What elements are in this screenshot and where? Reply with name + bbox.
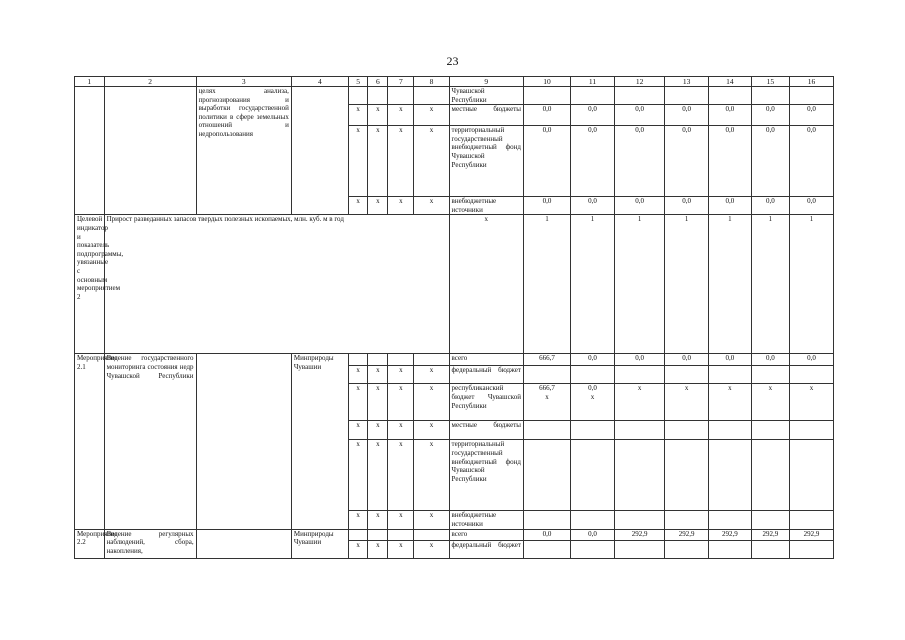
indicator-row: [75, 215, 834, 354]
value-cell-14: x: [709, 384, 752, 421]
value-cell-15: 0,0: [751, 354, 789, 366]
column-header-15: 15: [751, 77, 789, 87]
value-cell-12: 0,0: [614, 354, 664, 366]
value-cell-11: [571, 421, 615, 440]
code-cell-7: x: [388, 421, 414, 440]
value-cell-14: [709, 87, 752, 105]
value-cell-16: [790, 511, 834, 529]
value-cell-12: 0,0: [614, 126, 664, 197]
value-cell-12: [614, 87, 664, 105]
value-cell-16: 0,0: [790, 105, 834, 126]
value-cell-13: [665, 540, 709, 558]
value-cell-12: [614, 511, 664, 529]
code-cell-5: [348, 529, 368, 540]
value-cell-10: 0,0: [523, 105, 570, 126]
code-cell-5: [348, 87, 368, 105]
code-cell-5: x: [348, 440, 368, 511]
value-cell-10: 666,7 x: [523, 384, 570, 421]
indicator-value-14: 1: [709, 215, 752, 354]
code-cell-6: x: [368, 105, 388, 126]
value-cell-10: [523, 540, 570, 558]
funding-source: внебюджетные источники: [449, 197, 523, 215]
value-cell-12: [614, 440, 664, 511]
measure-label: Мероприятие 2.2: [75, 529, 105, 558]
budget-table: [74, 76, 834, 559]
measure-executor: Минприроды Чувашии: [291, 529, 348, 558]
value-cell-10: [523, 87, 570, 105]
value-cell-10: 0,0: [523, 529, 570, 540]
value-cell-16: [790, 421, 834, 440]
value-cell-14: 0,0: [709, 126, 752, 197]
column-header-4: 4: [291, 77, 348, 87]
column-header-10: 10: [523, 77, 570, 87]
value-cell-10: 0,0: [523, 197, 570, 215]
code-cell-8: x: [414, 384, 449, 421]
code-cell-6: [368, 354, 388, 366]
code-cell-8: x: [414, 540, 449, 558]
value-cell-11: [571, 87, 615, 105]
funding-source: всего: [449, 529, 523, 540]
value-cell-12: 0,0: [614, 105, 664, 126]
continuation-cell-2: [104, 87, 196, 215]
value-cell-12: 0,0: [614, 197, 664, 215]
column-header-13: 13: [665, 77, 709, 87]
code-cell-8: x: [414, 421, 449, 440]
code-cell-8: [414, 354, 449, 366]
indicator-value-12: 1: [614, 215, 664, 354]
value-cell-15: [751, 366, 789, 384]
value-cell-15: [751, 540, 789, 558]
code-cell-7: [388, 354, 414, 366]
value-cell-11: 0,0: [571, 354, 615, 366]
value-cell-15: 0,0: [751, 126, 789, 197]
code-cell-5: x: [348, 366, 368, 384]
indicator-text: Прирост разведанных запасов твердых полезных ископаемых, млн. куб. м в год: [104, 215, 449, 354]
column-header-12: 12: [614, 77, 664, 87]
column-header-16: 16: [790, 77, 834, 87]
code-cell-6: [368, 529, 388, 540]
column-header-8: 8: [414, 77, 449, 87]
measure-label: Мероприятие 2.1: [75, 354, 105, 529]
code-cell-7: x: [388, 440, 414, 511]
value-cell-13: 0,0: [665, 197, 709, 215]
source-row: [75, 529, 834, 540]
value-cell-16: 292,9: [790, 529, 834, 540]
value-cell-16: [790, 540, 834, 558]
funding-source: федеральный бюджет: [449, 540, 523, 558]
value-cell-15: x: [751, 384, 789, 421]
code-cell-5: x: [348, 126, 368, 197]
funding-source: республиканский бюджет Чувашской Республики: [449, 384, 523, 421]
value-cell-13: 0,0: [665, 354, 709, 366]
code-cell-7: x: [388, 540, 414, 558]
code-cell-7: x: [388, 126, 414, 197]
value-cell-14: [709, 440, 752, 511]
value-cell-13: [665, 511, 709, 529]
source-row: [75, 354, 834, 366]
measure-purpose: целях анализа, прогнозирования и выработки государственной политики в сфере земельных отношений и недропользования: [196, 87, 291, 215]
value-cell-16: 0,0: [790, 126, 834, 197]
code-cell-8: x: [414, 126, 449, 197]
code-cell-7: [388, 529, 414, 540]
funding-source: территориальный государственный внебюджетный фонд Чувашской Республики: [449, 126, 523, 197]
value-cell-12: [614, 366, 664, 384]
code-cell-6: x: [368, 366, 388, 384]
value-cell-11: 0,0: [571, 197, 615, 215]
code-cell-7: x: [388, 105, 414, 126]
value-cell-15: [751, 87, 789, 105]
value-cell-14: [709, 366, 752, 384]
code-cell-5: x: [348, 421, 368, 440]
measure-name: Ведение регулярных наблюдений, сбора, накопления,: [104, 529, 196, 558]
header-row: [75, 77, 834, 87]
value-cell-14: [709, 540, 752, 558]
value-cell-10: [523, 440, 570, 511]
indicator-value-13: 1: [665, 215, 709, 354]
code-cell-8: [414, 529, 449, 540]
value-cell-14: 0,0: [709, 197, 752, 215]
value-cell-13: x: [665, 384, 709, 421]
code-cell-6: x: [368, 197, 388, 215]
value-cell-16: 0,0: [790, 197, 834, 215]
column-header-3: 3: [196, 77, 291, 87]
value-cell-11: 0,0: [571, 105, 615, 126]
code-cell-8: x: [414, 197, 449, 215]
value-cell-16: x: [790, 384, 834, 421]
column-header-2: 2: [104, 77, 196, 87]
value-cell-15: [751, 440, 789, 511]
value-cell-15: [751, 511, 789, 529]
value-cell-12: x: [614, 384, 664, 421]
funding-source: местные бюджеты: [449, 105, 523, 126]
value-cell-12: 292,9: [614, 529, 664, 540]
code-cell-8: x: [414, 366, 449, 384]
value-cell-11: [571, 440, 615, 511]
code-cell-7: x: [388, 511, 414, 529]
funding-source: федеральный бюджет: [449, 366, 523, 384]
measure-purpose: [196, 354, 291, 529]
measure-executor: Минприроды Чувашии: [291, 354, 348, 529]
value-cell-13: 292,9: [665, 529, 709, 540]
indicator-value-15: 1: [751, 215, 789, 354]
value-cell-14: [709, 421, 752, 440]
column-header-6: 6: [368, 77, 388, 87]
indicator-value-16: 1: [790, 215, 834, 354]
column-header-11: 11: [571, 77, 615, 87]
funding-source: Чувашской Республики: [449, 87, 523, 105]
code-cell-6: x: [368, 126, 388, 197]
indicator-label: Целевой индикатор и показатель подпрограммы, увязанные с основным мероприятием 2: [75, 215, 105, 354]
column-header-9: 9: [449, 77, 523, 87]
measure-name: Ведение государственного мониторинга состояния недр Чувашской Республики: [104, 354, 196, 529]
value-cell-16: [790, 440, 834, 511]
value-cell-13: 0,0: [665, 126, 709, 197]
code-cell-6: x: [368, 540, 388, 558]
value-cell-15: 292,9: [751, 529, 789, 540]
code-cell-6: x: [368, 421, 388, 440]
indicator-code: x: [449, 215, 523, 354]
code-cell-5: x: [348, 197, 368, 215]
code-cell-7: [388, 87, 414, 105]
column-header-7: 7: [388, 77, 414, 87]
value-cell-10: [523, 421, 570, 440]
value-cell-15: 0,0: [751, 197, 789, 215]
code-cell-8: x: [414, 511, 449, 529]
code-cell-5: x: [348, 511, 368, 529]
measure-purpose: [196, 529, 291, 558]
continuation-cell-1: [75, 87, 105, 215]
funding-source: местные бюджеты: [449, 421, 523, 440]
value-cell-11: [571, 366, 615, 384]
code-cell-6: x: [368, 511, 388, 529]
code-cell-7: x: [388, 197, 414, 215]
funding-source: всего: [449, 354, 523, 366]
value-cell-14: [709, 511, 752, 529]
value-cell-13: [665, 440, 709, 511]
indicator-value-10: 1: [523, 215, 570, 354]
code-cell-7: x: [388, 384, 414, 421]
page-number: 23: [446, 54, 459, 68]
value-cell-11: 0,0 x: [571, 384, 615, 421]
funding-source: внебюджетные источники: [449, 511, 523, 529]
code-cell-5: x: [348, 540, 368, 558]
value-cell-14: 292,9: [709, 529, 752, 540]
continuation-cell-4: [291, 87, 348, 215]
value-cell-16: [790, 366, 834, 384]
code-cell-5: x: [348, 105, 368, 126]
value-cell-14: 0,0: [709, 354, 752, 366]
value-cell-13: [665, 87, 709, 105]
code-cell-6: x: [368, 384, 388, 421]
value-cell-11: 0,0: [571, 529, 615, 540]
column-header-5: 5: [348, 77, 368, 87]
value-cell-12: [614, 540, 664, 558]
code-cell-7: x: [388, 366, 414, 384]
value-cell-15: [751, 421, 789, 440]
indicator-value-11: 1: [571, 215, 615, 354]
code-cell-8: x: [414, 105, 449, 126]
value-cell-14: 0,0: [709, 105, 752, 126]
value-cell-11: [571, 511, 615, 529]
code-cell-5: [348, 354, 368, 366]
code-cell-8: x: [414, 440, 449, 511]
column-header-14: 14: [709, 77, 752, 87]
value-cell-11: [571, 540, 615, 558]
value-cell-10: 0,0: [523, 126, 570, 197]
value-cell-11: 0,0: [571, 126, 615, 197]
source-row: [75, 87, 834, 105]
value-cell-15: 0,0: [751, 105, 789, 126]
code-cell-8: [414, 87, 449, 105]
code-cell-6: x: [368, 440, 388, 511]
value-cell-16: 0,0: [790, 354, 834, 366]
value-cell-13: 0,0: [665, 105, 709, 126]
value-cell-10: 666,7: [523, 354, 570, 366]
value-cell-16: [790, 87, 834, 105]
code-cell-5: x: [348, 384, 368, 421]
value-cell-12: [614, 421, 664, 440]
value-cell-13: [665, 421, 709, 440]
code-cell-6: [368, 87, 388, 105]
funding-source: территориальный государственный внебюджетный фонд Чувашской Республики: [449, 440, 523, 511]
value-cell-13: [665, 366, 709, 384]
column-header-1: 1: [75, 77, 105, 87]
value-cell-10: [523, 511, 570, 529]
value-cell-10: [523, 366, 570, 384]
